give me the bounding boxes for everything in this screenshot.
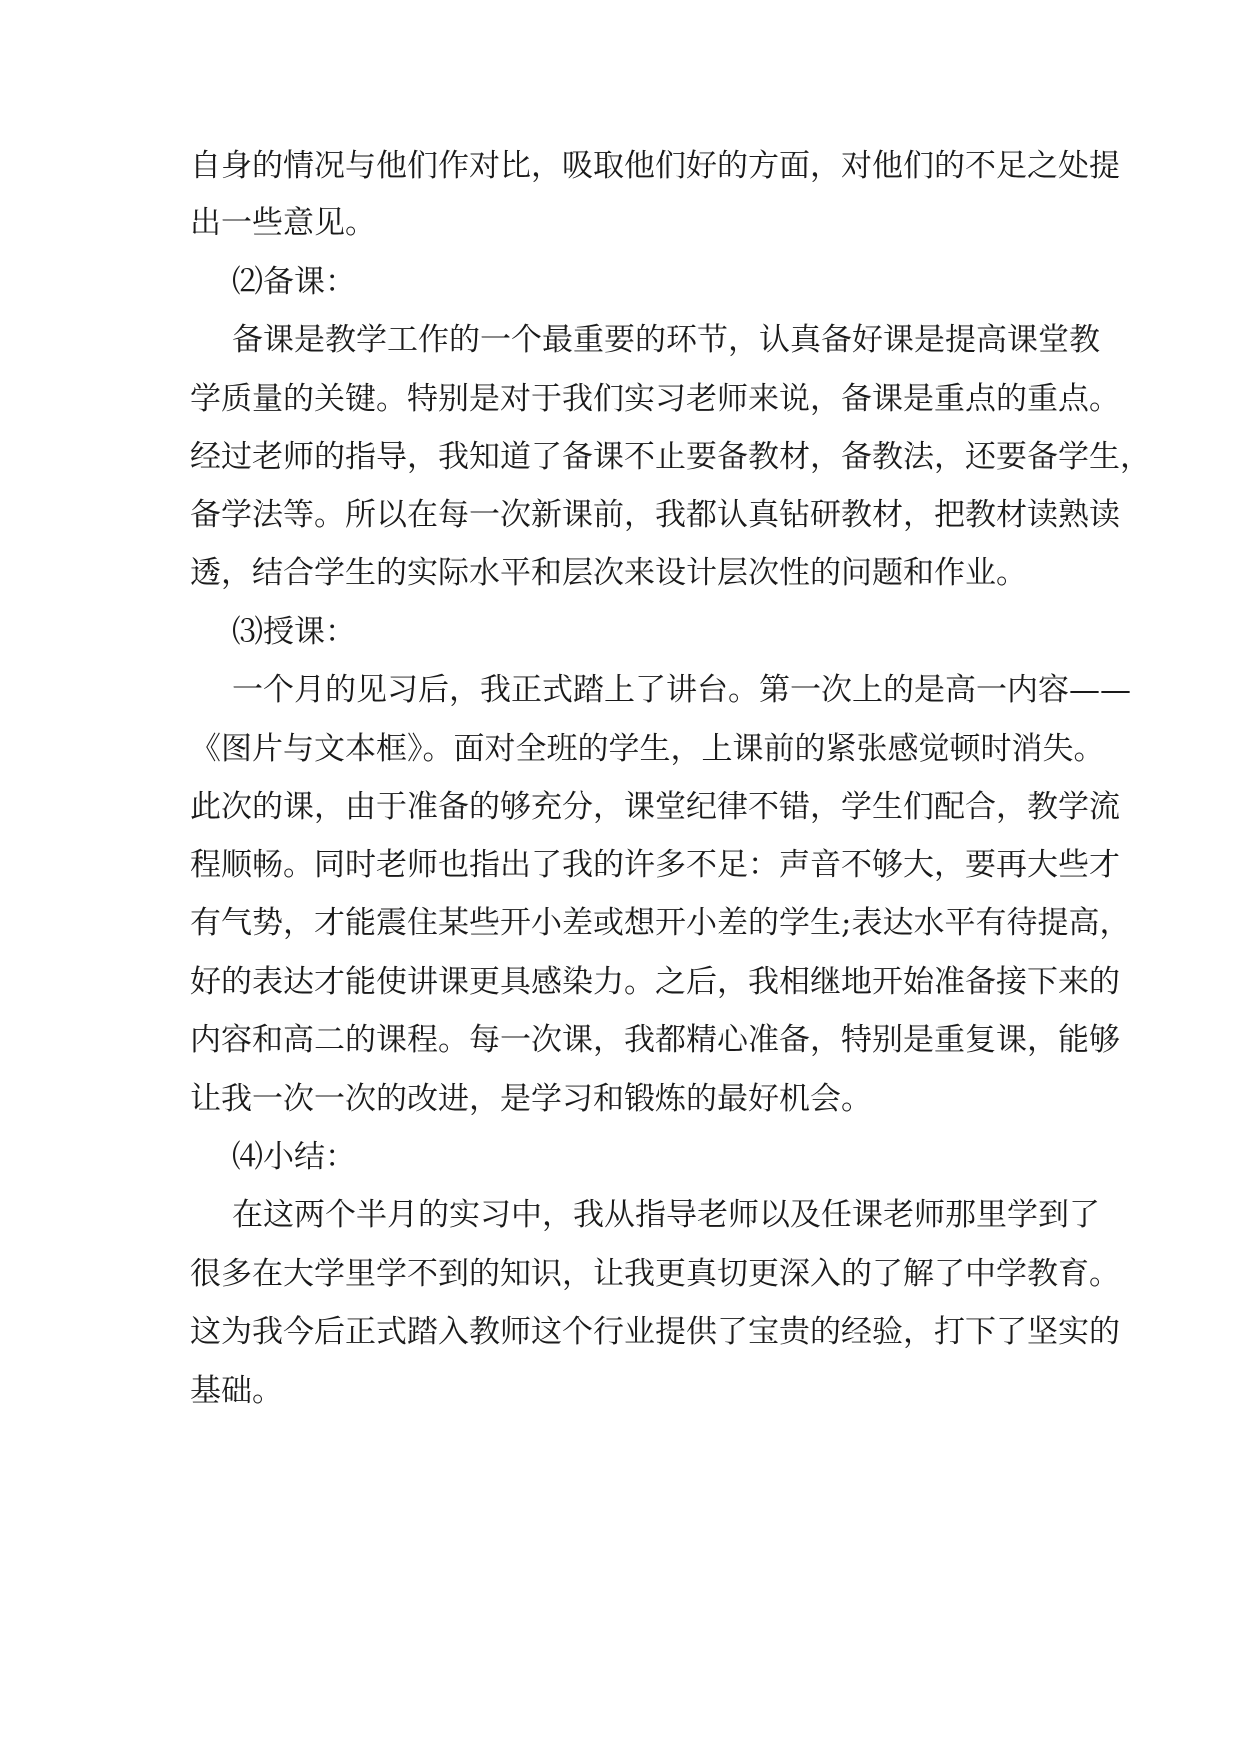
text-line: 备学法等。所以在每一次新课前，我都认真钻研教材，把教材读熟读	[190, 497, 1120, 533]
text-line: 好的表达才能使讲课更具感染力。之后，我相继地开始准备接下来的	[190, 964, 1120, 1000]
text-line: 内容和高二的课程。每一次课，我都精心准备，特别是重复课，能够	[190, 1022, 1120, 1058]
text-line: 很多在大学里学不到的知识，让我更真切更深入的了解了中学教育。	[190, 1256, 1120, 1292]
text-line: 有气势，才能震住某些开小差或想开小差的学生;表达水平有待提高，	[190, 905, 1131, 941]
text-line: 备课是教学工作的一个最重要的环节，认真备好课是提高课堂教	[232, 322, 1100, 358]
text-line: 让我一次一次的改进，是学习和锻炼的最好机会。	[190, 1081, 872, 1117]
text-line: 出一些意见。	[190, 205, 376, 241]
text-line: 此次的课，由于准备的够充分，课堂纪律不错，学生们配合，教学流	[190, 789, 1120, 825]
text-line: 自身的情况与他们作对比，吸取他们好的方面，对他们的不足之处提	[190, 148, 1120, 184]
text-line: 学质量的关键。特别是对于我们实习老师来说，备课是重点的重点。	[190, 381, 1120, 417]
text-line: 一个月的见习后，我正式踏上了讲台。第一次上的是高一内容——	[232, 672, 1131, 708]
text-line: 在这两个半月的实习中，我从指导老师以及任课老师那里学到了	[232, 1197, 1100, 1233]
text-line: 《图片与文本框》。面对全班的学生，上课前的紧张感觉顿时消失。	[190, 731, 1105, 767]
text-line: 这为我今后正式踏入教师这个行业提供了宝贵的经验，打下了坚实的	[190, 1314, 1120, 1350]
text-line: 基础。	[190, 1373, 283, 1409]
text-line: 程顺畅。同时老师也指出了我的许多不足：声音不够大，要再大些才	[190, 847, 1120, 883]
section-heading: ⑷小结：	[232, 1139, 356, 1175]
section-heading: ⑵备课：	[232, 264, 356, 300]
text-line: 经过老师的指导，我知道了备课不止要备教材，备教法，还要备学生，	[190, 439, 1151, 475]
section-heading: ⑶授课：	[232, 614, 356, 650]
text-line: 透，结合学生的实际水平和层次来设计层次性的问题和作业。	[190, 555, 1027, 591]
